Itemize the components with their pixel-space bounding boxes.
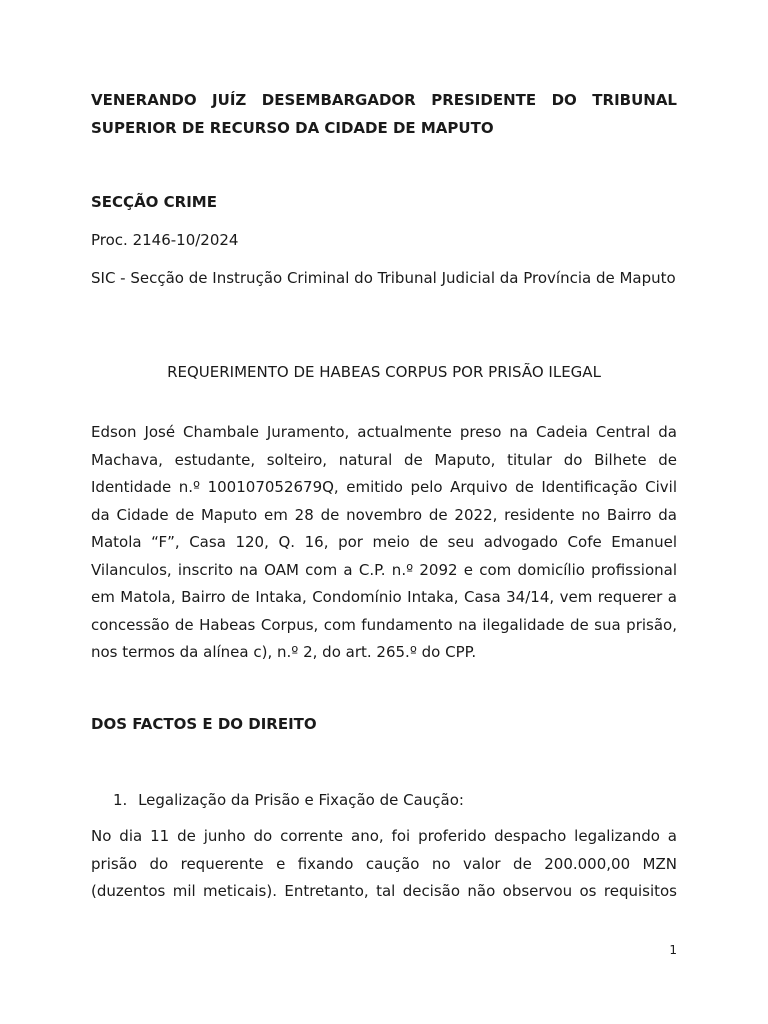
list-item-1 (113, 787, 673, 815)
page-number: 1 (669, 943, 677, 957)
process-number: Proc. 2146-10/2024 (91, 231, 239, 249)
addressee-line-2: SUPERIOR DE RECURSO DA CIDADE DE MAPUTO (91, 119, 494, 137)
facts-heading: DOS FACTOS E DO DIREITO (91, 715, 317, 733)
document-title: REQUERIMENTO DE HABEAS CORPUS POR PRISÃO ILEGAL (167, 363, 601, 381)
section-title: SECÇÃO CRIME (91, 193, 217, 211)
list-item-label: Legalização da Prisão e Fixação de Caução: (138, 791, 464, 809)
list-item-number: 1. (113, 791, 128, 809)
addressee-line-1: VENERANDO JUÍZ DESEMBARGADOR PRESIDENTE DO TRIBUNAL (91, 91, 677, 109)
sic-line: SIC - Secção de Instrução Criminal do Tribunal Judicial da Província de Maputo (91, 269, 676, 287)
facts-paragraph-1: No dia 11 de junho do corrente ano, foi proferido despacho legalizando a prisão do requerente e fixando caução no valor de 200.000,00 MZN (duzentos mil meticais). Entretanto, tal decisão não observou os requisitos (91, 827, 677, 900)
intro-paragraph: Edson José Chambale Juramento, actualmente preso na Cadeia Central da Machava, estudante, solteiro, natural de Maputo, titular do Bilhete de Identidade n.º 100107052679Q, emitido pelo Arquivo de Identificação Civil da Cidade de Maputo em 28 de novembro de 2022, residente no Bairro da Matola “F”, Casa 120, Q. 16, por meio de seu advogado Cofe Emanuel Vilanculos, inscrito na OAM com a C.P. n.º 2092 e com domicílio profissional em Matola, Bairro de Intaka, Condomínio Intaka, Casa 34/14, vem requerer a concessão de Habeas Corpus, com fundamento na ilegalidade de sua prisão, nos termos da alínea c), n.º 2, do art. 265.º do CPP. (91, 423, 677, 661)
